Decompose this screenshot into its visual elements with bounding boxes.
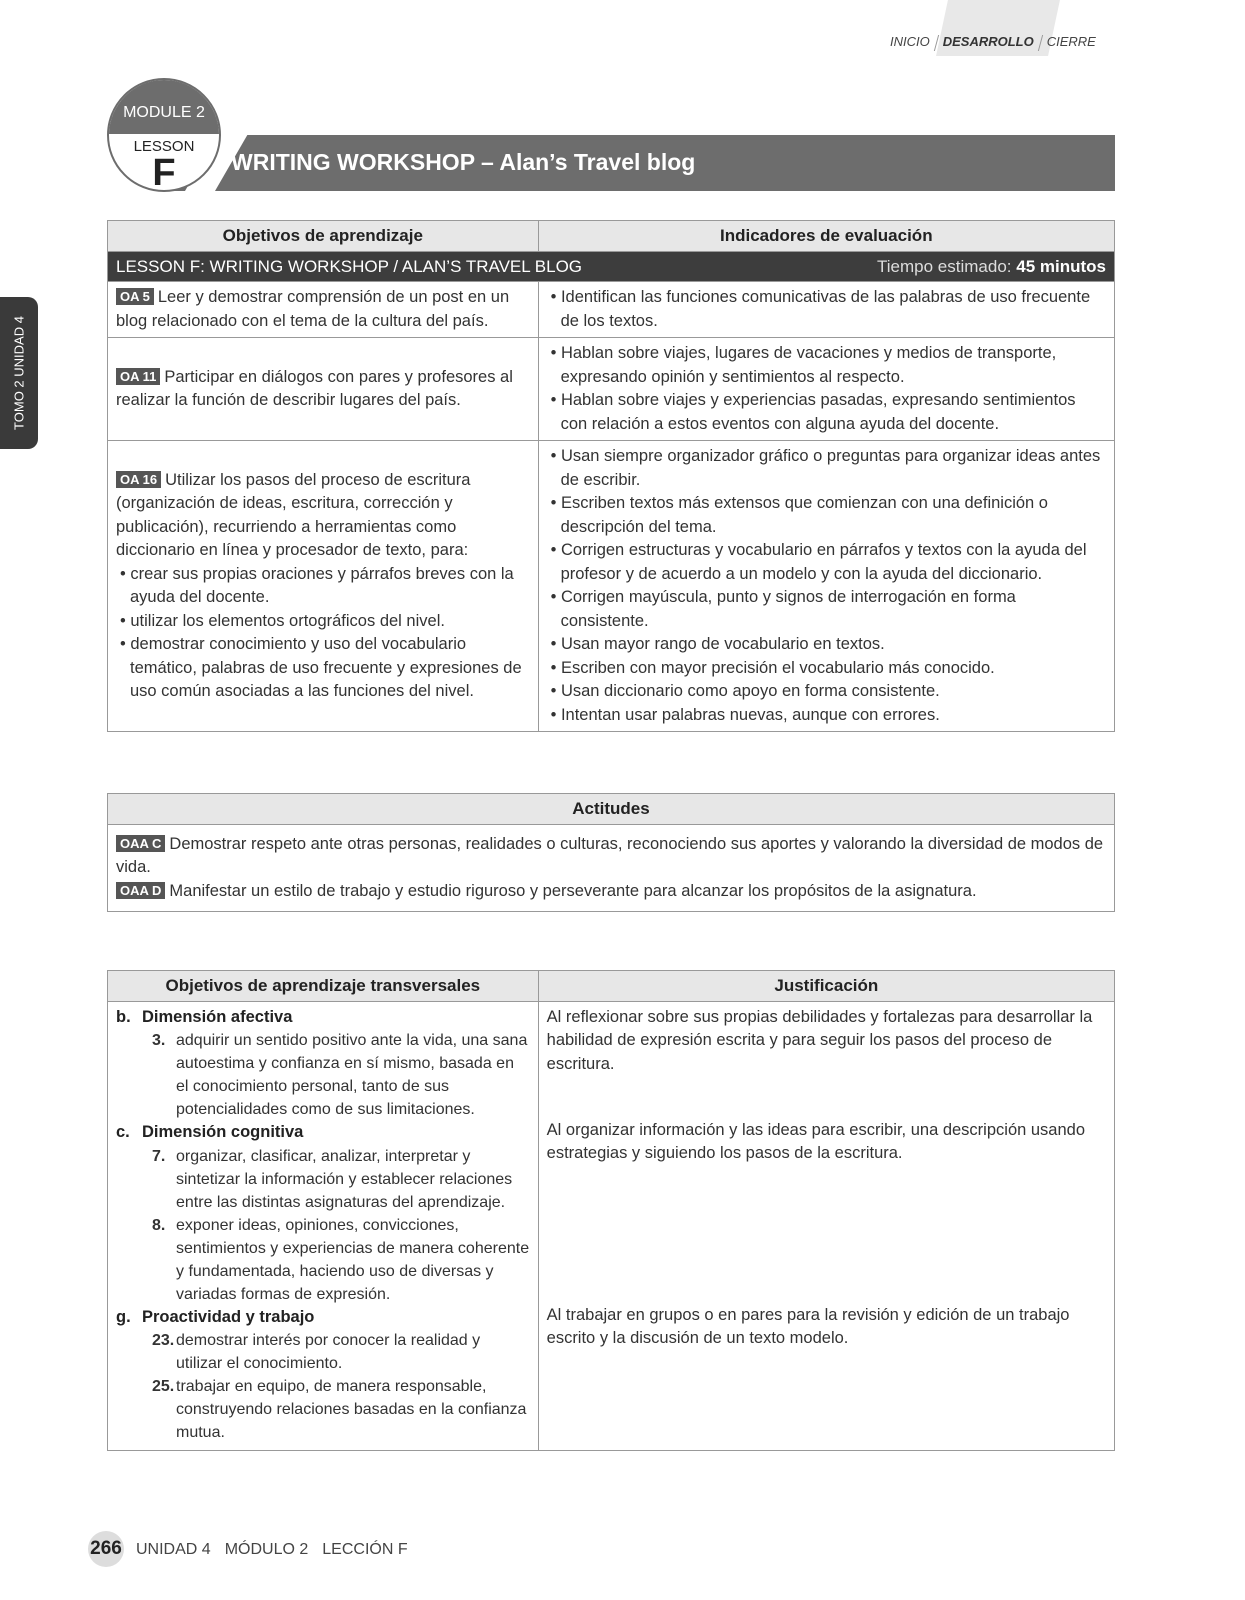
table-row (108, 1001, 1115, 1451)
page-footer (88, 1531, 422, 1567)
dimension-item: 25. trabajar en equipo, de manera responsable, construyendo relaciones basadas en la confianza mutua. (152, 1378, 527, 1441)
side-tab-label: TOMO 2 UNIDAD 4 (11, 316, 27, 430)
attitude-item: OAA D Manifestar un estilo de trabajo y estudio riguroso y perseverante para alcanzar los propósitos de la asignatura. (116, 880, 1106, 904)
dimension-item: 8. exponer ideas, opiniones, convicciones, sentimientos y experiencias de manera coherente y fundamentada, haciendo uso de diversas y variadas formas de expresión. (152, 1216, 530, 1303)
estimated-time: Tiempo estimado: 45 minutos (877, 256, 1106, 276)
objective-bullet: • utilizar los elementos ortográficos del nivel. (116, 610, 530, 634)
footer-lesson: LECCIÓN F (322, 1541, 408, 1558)
table-row (108, 282, 1115, 338)
dimension-item: 7. organizar, clasificar, analizar, interpretar y sintetizar la información y establecer relaciones entre las distintas asignaturas del aprendizaje. (152, 1147, 513, 1211)
indicator-item: • Usan diccionario como apoyo en forma consistente. (547, 680, 1106, 704)
dimension-title: g. Proactividad y trabajo (116, 1307, 315, 1326)
indicator-item: • Intentan usar palabras nuevas, aunque con errores. (547, 704, 1106, 728)
attitudes-table (107, 793, 1115, 912)
footer-unit: UNIDAD 4 (136, 1541, 211, 1558)
indicator-item: • Escriben textos más extensos que comienzan con una definición o descripción del tema. (547, 492, 1106, 539)
table-row (108, 338, 1115, 441)
dimension-title: b. Dimensión afectiva (116, 1007, 293, 1026)
header-indicadores: Indicadores de evaluación (538, 221, 1114, 252)
oa-tag: OA 11 (116, 368, 160, 385)
indicator-item: • Corrigen estructuras y vocabulario en párrafos y textos con la ayuda del profesor y de acuerdo a un modelo y con la ayuda del diccionario. (547, 539, 1106, 586)
nav-separator (1038, 35, 1043, 51)
objective-bullet: • demostrar conocimiento y uso del vocabulario temático, palabras de uso frecuente y expresiones de uso común asociadas a las funciones del nivel. (116, 633, 530, 704)
header-justificacion: Justificación (538, 971, 1114, 1002)
objective-text: Leer y demostrar comprensión de un post en un blog relacionado con el tema de la cultura del país. (116, 288, 510, 330)
justification-text: Al trabajar en grupos o en pares para la revisión y edición de un trabajo escrito y la discusión de un texto modelo. (546, 1305, 1070, 1347)
time-value: 45 minutos (1016, 256, 1106, 276)
transversal-table (107, 970, 1115, 1451)
indicator-item: • Identifican las funciones comunicativas de las palabras de uso frecuente de los textos. (547, 286, 1106, 333)
lesson-label: LESSON (133, 138, 195, 155)
objectives-table (107, 220, 1115, 732)
dimension-item: 23. demostrar interés por conocer la realidad y utilizar el conocimiento. (152, 1332, 481, 1372)
page-title: WRITING WORKSHOP – Alan’s Travel blog (231, 149, 696, 175)
oa-tag: OA 5 (116, 288, 154, 305)
objective-text: Utilizar los pasos del proceso de escritura (organización de ideas, escritura, corrección y publicación), recurriendo a herramientas como diccionario en línea y procesador de texto, para: (116, 470, 471, 559)
justification-text: Al organizar información y las ideas para escribir, una descripción usando estrategias y siguiendo los pasos de la escritura. (546, 1120, 1086, 1162)
oaa-tag: OAA C (116, 835, 165, 852)
page-number: 266 (88, 1531, 124, 1567)
nav-separator (934, 35, 939, 51)
footer-module: MÓDULO 2 (224, 1541, 309, 1558)
lesson-row (108, 251, 1115, 282)
objective-text: Participar en diálogos con pares y profesores al realizar la función de describir lugares del país. (116, 367, 513, 409)
header-transversales: Objetivos de aprendizaje transversales (108, 971, 539, 1002)
table-row (108, 824, 1115, 912)
nav-desarrollo[interactable]: DESARROLLO (942, 34, 1034, 49)
lesson-letter: F (152, 152, 176, 192)
dimension-title: c. Dimensión cognitiva (116, 1123, 304, 1141)
indicator-item: • Escriben con mayor precisión el vocabulario más conocido. (547, 657, 1106, 681)
indicator-item: • Hablan sobre viajes y experiencias pasadas, expresando sentimientos con relación a estos eventos con alguna ayuda del docente. (547, 389, 1106, 436)
indicator-item: • Hablan sobre viajes, lugares de vacaciones y medios de transporte, expresando opinión y sentimientos al respecto. (547, 342, 1106, 389)
indicator-item: • Usan mayor rango de vocabulario en textos. (547, 633, 1106, 657)
indicator-item: • Corrigen mayúscula, punto y signos de interrogación en forma consistente. (547, 586, 1106, 633)
table-row (108, 441, 1115, 732)
header-objetivos: Objetivos de aprendizaje (108, 221, 539, 252)
nav-cierre[interactable]: CIERRE (1046, 34, 1096, 49)
module-label: MODULE 2 (123, 104, 205, 121)
attitude-item: OAA C Demostrar respeto ante otras personas, realidades o culturas, reconociendo sus aportes y valorando la diversidad de modos de vida. (116, 834, 1104, 876)
lesson-row-title: LESSON F: WRITING WORKSHOP / ALAN’S TRAVEL BLOG (116, 256, 583, 276)
indicator-item: • Usan siempre organizador gráfico o preguntas para organizar ideas antes de escribir. (547, 445, 1106, 492)
section-nav (890, 34, 1096, 51)
dimension-item: 3. adquirir un sentido positivo ante la vida, una sana autoestima y confianza en sí mismo, basada en el conocimiento personal, tanto de sus potencialidades como de sus limitaciones. (152, 1032, 528, 1118)
oaa-tag: OAA D (116, 882, 165, 899)
oa-tag: OA 16 (116, 471, 161, 488)
side-tab (0, 297, 38, 449)
objective-bullet: • crear sus propias oraciones y párrafos breves con la ayuda del docente. (116, 563, 530, 610)
nav-inicio[interactable]: INICIO (890, 34, 930, 49)
header-actitudes: Actitudes (108, 794, 1115, 825)
module-badge (107, 78, 221, 192)
justification-text: Al reflexionar sobre sus propias debilidades y fortalezas para desarrollar la habilidad de expresión escrita y para seguir los pasos del proceso de escritura. (546, 1007, 1093, 1073)
